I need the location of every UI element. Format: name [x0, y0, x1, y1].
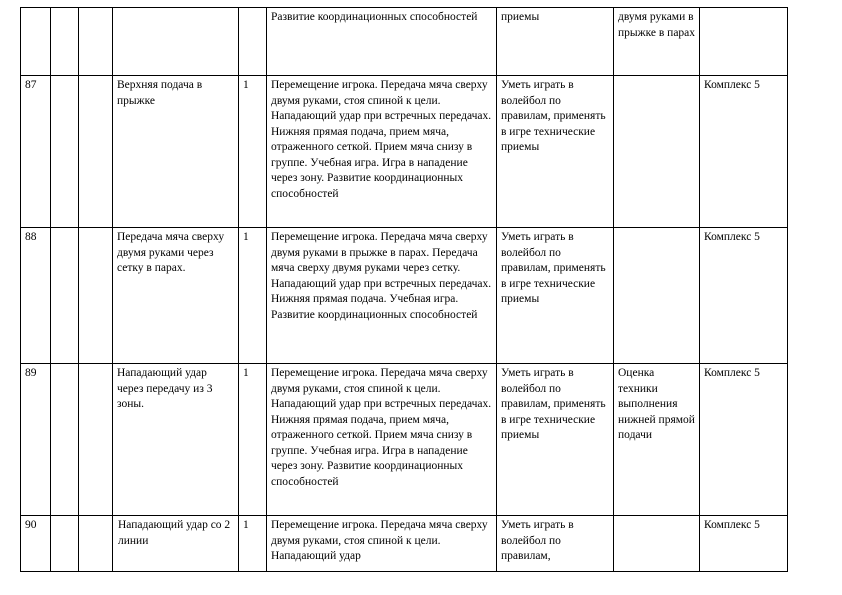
- lesson-number-cell: 90: [21, 516, 51, 572]
- lesson-topic-cell: Нападающий удар со 2 линии: [113, 516, 239, 572]
- homework-cell: Комплекс 5: [700, 364, 788, 516]
- control-cell: [614, 516, 700, 572]
- control-cell: Оценка техники выполнения нижней прямой подачи: [614, 364, 700, 516]
- homework-cell: [700, 8, 788, 76]
- empty-cell: [51, 8, 79, 76]
- lesson-content-cell: Перемещение игрока. Передача мяча сверху двумя руками, стоя спиной к цели. Нападающий удар при встречных передачах. Нижняя прямая подача, прием мяча, отраженного сеткой. Прием мяча снизу в группе. Учебная игра. Игра в нападение через зону. Развитие координационных способностей: [267, 364, 497, 516]
- lesson-content-cell: Развитие координационных способностей: [267, 8, 497, 76]
- requirements-cell: Уметь играть в волейбол по правилам,: [497, 516, 614, 572]
- lesson-topic-cell: Верхняя подача в прыжке: [113, 76, 239, 228]
- lesson-content-cell: Перемещение игрока. Передача мяча сверху двумя руками в прыжке в парах. Передача мяча сверху двумя руками через сетку. Нападающий удар при встречных передачах. Нижняя прямая подача. Учебная игра. Развитие координационных способностей: [267, 228, 497, 364]
- lesson-number-cell: 87: [21, 76, 51, 228]
- lesson-content-cell: Перемещение игрока. Передача мяча сверху двумя руками, стоя спиной к цели. Нападающий удар: [267, 516, 497, 572]
- lesson-number-cell: 88: [21, 228, 51, 364]
- empty-cell: [51, 516, 79, 572]
- empty-cell: [79, 364, 113, 516]
- homework-cell: Комплекс 5: [700, 228, 788, 364]
- table-row: [21, 364, 788, 516]
- requirements-cell: Уметь играть в волейбол по правилам, применять в игре технические приемы: [497, 76, 614, 228]
- lesson-plan-table: [20, 7, 788, 572]
- hours-cell: 1: [239, 76, 267, 228]
- table-row: [21, 228, 788, 364]
- table-row: [21, 8, 788, 76]
- homework-cell: Комплекс 5: [700, 516, 788, 572]
- lesson-number-cell: [21, 8, 51, 76]
- hours-cell: 1: [239, 516, 267, 572]
- table-row: [21, 76, 788, 228]
- control-cell: [614, 76, 700, 228]
- requirements-cell: Уметь играть в волейбол по правилам, применять в игре технические приемы: [497, 364, 614, 516]
- lesson-topic-cell: Нападающий удар через передачу из 3 зоны.: [113, 364, 239, 516]
- empty-cell: [79, 76, 113, 228]
- lesson-topic-cell: [113, 8, 239, 76]
- homework-cell: Комплекс 5: [700, 76, 788, 228]
- control-cell: двумя руками в прыжке в парах: [614, 8, 700, 76]
- hours-cell: 1: [239, 364, 267, 516]
- hours-cell: [239, 8, 267, 76]
- requirements-cell: Уметь играть в волейбол по правилам, применять в игре технические приемы: [497, 228, 614, 364]
- empty-cell: [79, 8, 113, 76]
- requirements-cell: приемы: [497, 8, 614, 76]
- empty-cell: [51, 364, 79, 516]
- lesson-number-cell: 89: [21, 364, 51, 516]
- table-row: [21, 516, 788, 572]
- lesson-content-cell: Перемещение игрока. Передача мяча сверху двумя руками, стоя спиной к цели. Нападающий удар при встречных передачах. Нижняя прямая подача, прием мяча, отраженного сеткой. Прием мяча снизу в группе. Учебная игра. Игра в нападение через зону. Развитие координационных способностей: [267, 76, 497, 228]
- lesson-topic-cell: Передача мяча сверху двумя руками через сетку в парах.: [113, 228, 239, 364]
- empty-cell: [79, 228, 113, 364]
- empty-cell: [51, 228, 79, 364]
- empty-cell: [79, 516, 113, 572]
- control-cell: [614, 228, 700, 364]
- hours-cell: 1: [239, 228, 267, 364]
- empty-cell: [51, 76, 79, 228]
